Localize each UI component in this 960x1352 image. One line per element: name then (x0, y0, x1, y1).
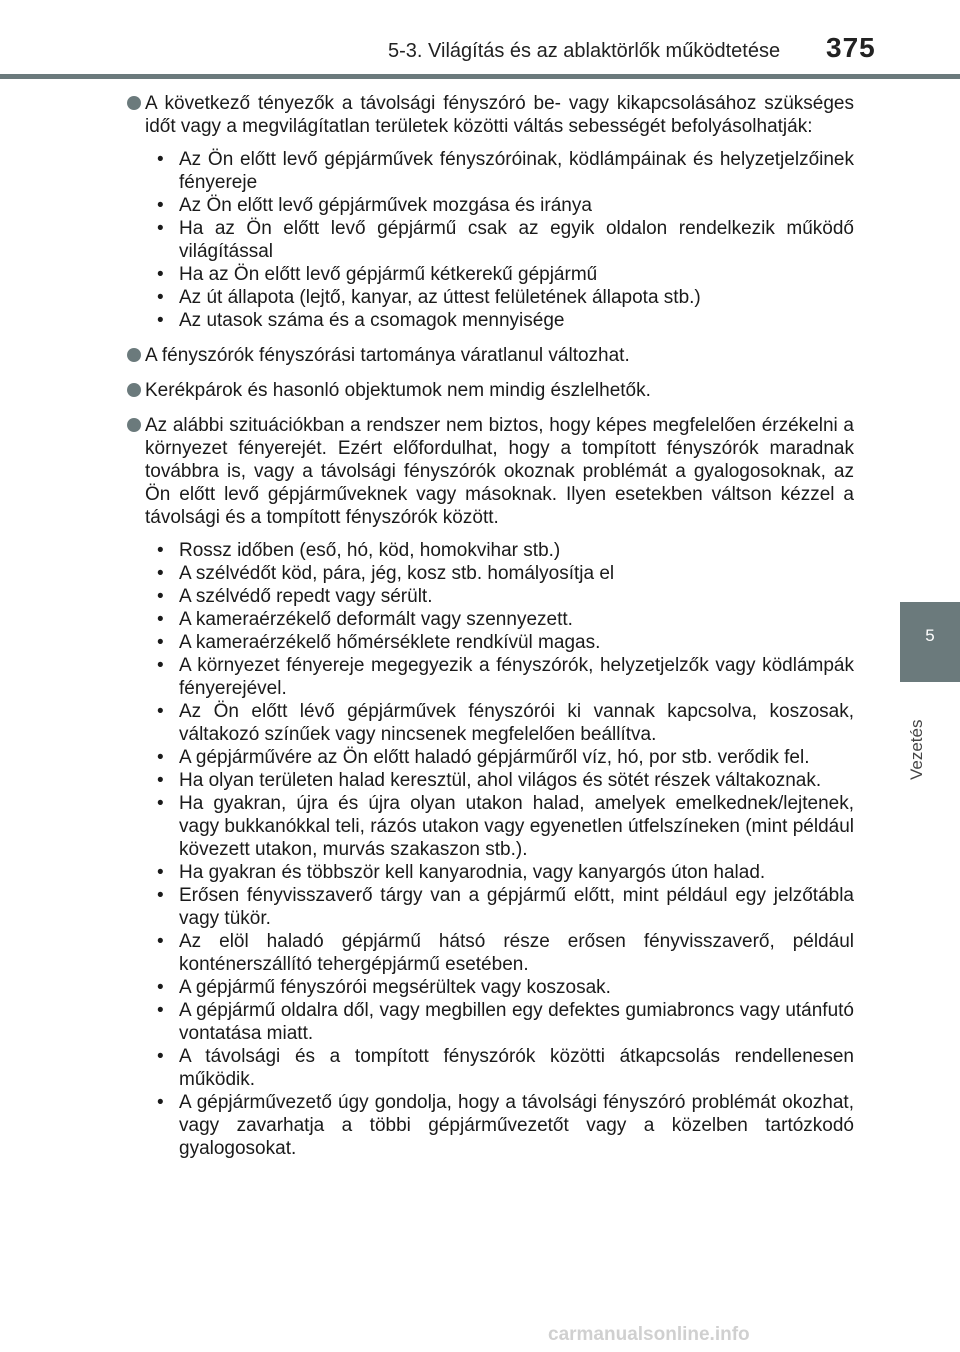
list-item (144, 792, 854, 861)
list-item-text: Rossz időben (eső, hó, köd, homokvihar stb.) (179, 540, 561, 561)
list-item (144, 631, 854, 654)
bullet-icon: • (157, 655, 164, 676)
chapter-label: Vezetés (907, 719, 926, 780)
list-item (144, 884, 854, 930)
bullet-icon: • (157, 540, 164, 561)
list-item-text: Az Ön előtt levő gépjárművek fényszóróinak, ködlámpáinak és helyzetjelzőinek fényereje (179, 149, 854, 193)
section-title: 5-3. Világítás és az ablaktörlők működtetése (388, 40, 781, 62)
bullet-icon: • (157, 287, 164, 308)
header-rule (0, 74, 960, 79)
situation-list (145, 539, 854, 1160)
factor-list (145, 148, 854, 332)
list-item (144, 976, 854, 999)
bullet-paragraph (130, 344, 854, 367)
page-number: 375 (826, 32, 876, 63)
bullet-dot-icon (127, 348, 141, 362)
list-item (144, 263, 854, 286)
bullet-icon: • (157, 793, 164, 814)
bullet-icon: • (157, 149, 164, 170)
list-item-text: Az utasok száma és a csomagok mennyisége (179, 310, 565, 331)
bullet-icon: • (157, 195, 164, 216)
bullet-icon: • (157, 586, 164, 607)
bullet-icon: • (157, 1046, 164, 1067)
list-item-text: Erősen fényvisszaverő tárgy van a gépjármű előtt, mint például egy jelzőtábla vagy tükör. (179, 885, 854, 929)
list-item (144, 1045, 854, 1091)
bullet-icon: • (157, 1000, 164, 1021)
bullet-icon: • (157, 1092, 164, 1113)
list-item (144, 585, 854, 608)
bullet-icon: • (157, 264, 164, 285)
list-item-text: A kameraérzékelő hőmérséklete rendkívül magas. (179, 632, 601, 653)
bullet-icon: • (157, 218, 164, 239)
list-item-text: Az elöl haladó gépjármű hátsó része erősen fényvisszaverő, például konténerszállító tehergépjármű esetében. (179, 931, 854, 975)
bullet-dot-icon (127, 418, 141, 432)
list-item-text: A gépjárművezető úgy gondolja, hogy a távolsági fényszóró problémát okozhat, vagy zavarhatja a többi gépjárművezetőt vagy a közelben tartózkodó gyalogosokat. (179, 1092, 854, 1159)
bullet-icon: • (157, 609, 164, 630)
paragraph-text: Az alábbi szituációkban a rendszer nem biztos, hogy képes megfelelően érzékelni a környezet fényerejét. Ezért előfordulhat, hogy a tompított fényszórók maradnak továbbra is, vagy a távolsági fényszórók okoznak problémát a gyalogosoknak, az Ön előtt levő gépjárműveknek vagy másoknak. Ilyen esetekben váltson kézzel a távolsági és a tompított fényszórók között. (145, 415, 854, 528)
list-item-text: A környezet fényereje megegyezik a fényszórók, helyzetjelzők vagy ködlámpák fényerejével. (179, 655, 854, 699)
bullet-icon: • (157, 632, 164, 653)
bullet-dot-icon (127, 96, 141, 110)
list-item (144, 309, 854, 332)
list-item (144, 148, 854, 194)
list-item (144, 194, 854, 217)
list-item-text: A gépjármű oldalra dől, vagy megbillen egy defektes gumiabroncs vagy utánfutó vontatása miatt. (179, 1000, 854, 1044)
bullet-icon: • (157, 931, 164, 952)
paragraph-text: A következő tényezők a távolsági fényszóró be- vagy kikapcsolásához szükséges időt vagy a megvilágítatlan területek közötti váltás sebességét befolyásolhatják: (145, 93, 854, 137)
list-item-text: Ha gyakran és többször kell kanyarodnia, vagy kanyargós úton halad. (179, 862, 766, 883)
bullet-icon: • (157, 310, 164, 331)
bullet-paragraph (130, 414, 854, 1160)
bullet-paragraph (130, 92, 854, 332)
list-item-text: A gépjárművére az Ön előtt haladó gépjárműről víz, hó, por stb. verődik fel. (179, 747, 810, 768)
list-item (144, 999, 854, 1045)
bullet-icon: • (157, 770, 164, 791)
list-item-text: Ha az Ön előtt levő gépjármű csak az egyik oldalon rendelkezik működő világítással (179, 218, 854, 262)
list-item (144, 700, 854, 746)
chapter-number: 5 (925, 626, 935, 645)
bullet-icon: • (157, 747, 164, 768)
list-item (144, 769, 854, 792)
paragraph-text: Kerékpárok és hasonló objektumok nem mindig észlelhetők. (145, 380, 651, 401)
main-content (130, 92, 854, 1160)
chapter-tab (900, 602, 960, 682)
bullet-icon: • (157, 563, 164, 584)
list-item-text: Ha gyakran, újra és újra olyan utakon halad, amelyek emelkednek/lejtenek, vagy bukkanókkal teli, rázós utakon vagy egyenetlen útfelszíneken (mint például kövezett utakon, murvás szakaszon stb.). (179, 793, 854, 860)
list-item-text: A távolsági és a tompított fényszórók közötti átkapcsolás rendellenesen működik. (179, 1046, 854, 1090)
watermark: carmanualsonline.info (548, 1324, 750, 1345)
page-header (0, 0, 960, 80)
list-item-text: A kameraérzékelő deformált vagy szennyezett. (179, 609, 573, 630)
list-item (144, 861, 854, 884)
list-item (144, 746, 854, 769)
list-item (144, 930, 854, 976)
bullet-icon: • (157, 885, 164, 906)
list-item (144, 608, 854, 631)
list-item-text: Az Ön előtt levő gépjárművek mozgása és iránya (179, 195, 592, 216)
list-item (144, 217, 854, 263)
list-item (144, 286, 854, 309)
bullet-dot-icon (127, 383, 141, 397)
list-item-text: A szélvédőt köd, pára, jég, kosz stb. homályosítja el (179, 563, 615, 584)
list-item-text: Az út állapota (lejtő, kanyar, az úttest felületének állapota stb.) (179, 287, 701, 308)
list-item-text: Ha az Ön előtt levő gépjármű kétkerekű gépjármű (179, 264, 598, 285)
bullet-icon: • (157, 862, 164, 883)
bullet-icon: • (157, 977, 164, 998)
list-item-text: Ha olyan területen halad keresztül, ahol világos és sötét részek váltakoznak. (179, 770, 822, 791)
list-item-text: Az Ön előtt lévő gépjárművek fényszórói ki vannak kapcsolva, koszosak, váltakozó színűek vagy nincsenek megfelelően beállítva. (179, 701, 854, 745)
list-item (144, 539, 854, 562)
list-item-text: A szélvédő repedt vagy sérült. (179, 586, 433, 607)
paragraph-text: A fényszórók fényszórási tartománya váratlanul változhat. (145, 345, 630, 366)
list-item (144, 1091, 854, 1160)
list-item (144, 654, 854, 700)
list-item (144, 562, 854, 585)
list-item-text: A gépjármű fényszórói megsérültek vagy koszosak. (179, 977, 611, 998)
bullet-paragraph (130, 379, 854, 402)
bullet-icon: • (157, 701, 164, 722)
